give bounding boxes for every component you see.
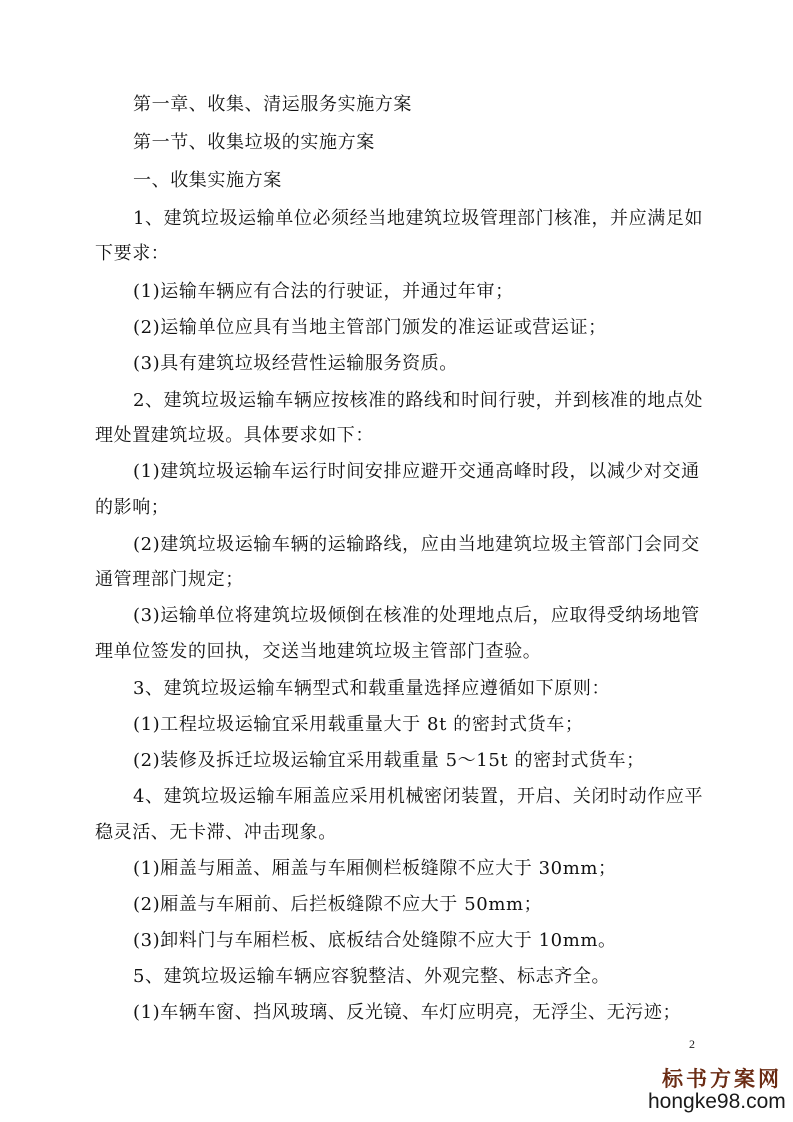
list-item: 的影响； (95, 497, 170, 518)
list-item: 通管理部门规定； (95, 569, 244, 590)
list-item: (1)厢盖与厢盖、厢盖与车厢侧栏板缝隙不应大于 30mm； (133, 858, 617, 879)
list-item: (3)卸料门与车厢栏板、底板结合处缝隙不应大于 10mm。 (133, 930, 617, 951)
list-item: (1)运输车辆应有合法的行驶证，并通过年审； (133, 281, 514, 302)
list-item: (2)建筑垃圾运输车辆的运输路线，应由当地建筑垃圾主管部门会同交 (133, 534, 700, 555)
list-item: (2)厢盖与车厢前、后拦板缝隙不应大于 50mm； (133, 894, 543, 915)
list-item: (3)运输单位将建筑垃圾倾倒在核准的处理地点后，应取得受纳场地管 (133, 605, 700, 626)
chapter-heading: 第一章、收集、清运服务实施方案 (133, 94, 412, 115)
watermark-title: 标书方案网 (662, 1067, 782, 1091)
site-watermark (648, 1063, 788, 1121)
subsection-heading: 一、收集实施方案 (133, 170, 282, 191)
watermark-url: hongke98.com (648, 1090, 786, 1113)
list-item: (2)运输单位应具有当地主管部门颁发的准运证或营运证； (133, 317, 607, 338)
list-item: 理单位签发的回执，交送当地建筑垃圾主管部门查验。 (95, 641, 542, 662)
paragraph-line: 2、建筑垃圾运输车辆应按核准的路线和时间行驶，并到核准的地点处 (133, 390, 704, 411)
paragraph-line: 5、建筑垃圾运输车辆应容貌整洁、外观完整、标志齐全。 (133, 966, 611, 987)
paragraph-line: 3、建筑垃圾运输车辆型式和载重量选择应遵循如下原则： (133, 678, 611, 699)
list-item: (1)车辆车窗、挡风玻璃、反光镜、车灯应明亮，无浮尘、无污迹； (133, 1002, 682, 1023)
paragraph-line: 下要求： (95, 243, 170, 264)
paragraph-line: 稳灵活、无卡滞、冲击现象。 (95, 822, 337, 843)
list-item: (1)建筑垃圾运输车运行时间安排应避开交通高峰时段，以减少对交通 (133, 461, 700, 482)
paragraph-line: 理处置建筑垃圾。具体要求如下： (95, 425, 374, 446)
page-number: 2 (689, 1037, 695, 1051)
list-item: (1)工程垃圾运输宜采用载重量大于 8t 的密封式货车； (133, 714, 584, 735)
section-heading: 第一节、收集垃圾的实施方案 (133, 132, 375, 153)
paragraph-line: 4、建筑垃圾运输车厢盖应采用机械密闭装置，开启、关闭时动作应平 (133, 786, 704, 807)
list-item: (3)具有建筑垃圾经营性运输服务资质。 (133, 353, 458, 374)
list-item: (2)装修及拆迁垃圾运输宜采用载重量 5～15t 的密封式货车； (133, 750, 645, 771)
paragraph-line: 1、建筑垃圾运输单位必须经当地建筑垃圾管理部门核准，并应满足如 (133, 208, 704, 229)
